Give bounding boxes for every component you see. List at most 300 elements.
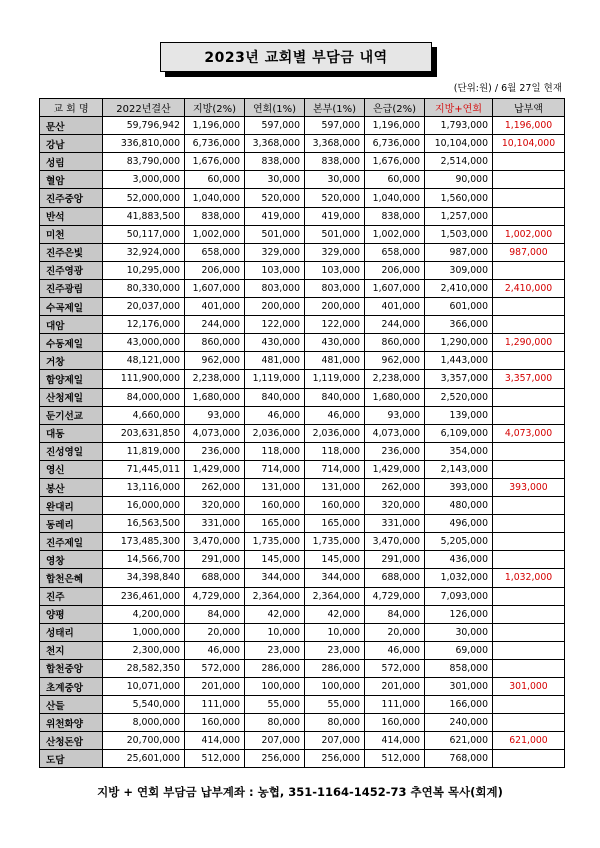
cell-district-plus-conference: 1,503,000 <box>425 225 493 243</box>
table-row <box>40 352 565 370</box>
cell-conference-1pct: 2,036,000 <box>245 424 305 442</box>
cell-church-name: 초계중앙 <box>40 678 103 696</box>
cell-conference-1pct: 100,000 <box>245 678 305 696</box>
cell-settlement-2022: 16,563,500 <box>103 515 185 533</box>
cell-pension-2pct: 201,000 <box>365 678 425 696</box>
cell-headquarters-1pct: 122,000 <box>305 316 365 334</box>
cell-district-plus-conference: 496,000 <box>425 515 493 533</box>
cell-district-2pct: 236,000 <box>185 442 245 460</box>
cell-pension-2pct: 401,000 <box>365 298 425 316</box>
cell-paid-amount <box>493 460 565 478</box>
table-row <box>40 370 565 388</box>
cell-paid-amount: 987,000 <box>493 243 565 261</box>
cell-headquarters-1pct: 42,000 <box>305 605 365 623</box>
cell-pension-2pct: 1,680,000 <box>365 388 425 406</box>
cell-pension-2pct: 1,429,000 <box>365 460 425 478</box>
cell-paid-amount <box>493 388 565 406</box>
cell-church-name: 산들 <box>40 696 103 714</box>
cell-district-plus-conference: 69,000 <box>425 641 493 659</box>
cell-paid-amount <box>493 659 565 677</box>
cell-district-plus-conference: 436,000 <box>425 551 493 569</box>
cell-district-plus-conference: 166,000 <box>425 696 493 714</box>
cell-church-name: 함양제일 <box>40 370 103 388</box>
cell-church-name: 산청돈암 <box>40 732 103 750</box>
cell-conference-1pct: 838,000 <box>245 153 305 171</box>
cell-headquarters-1pct: 520,000 <box>305 189 365 207</box>
cell-headquarters-1pct: 30,000 <box>305 171 365 189</box>
cell-settlement-2022: 84,000,000 <box>103 388 185 406</box>
cell-paid-amount: 1,196,000 <box>493 117 565 135</box>
cell-church-name: 영창 <box>40 551 103 569</box>
cell-church-name: 미천 <box>40 225 103 243</box>
cell-pension-2pct: 1,676,000 <box>365 153 425 171</box>
page-title: 2023년 교회별 부담금 내역 <box>160 42 432 72</box>
cell-church-name: 수동제일 <box>40 334 103 352</box>
cell-church-name: 혈암 <box>40 171 103 189</box>
cell-district-plus-conference: 301,000 <box>425 678 493 696</box>
cell-pension-2pct: 244,000 <box>365 316 425 334</box>
table-body <box>40 117 565 768</box>
cell-district-plus-conference: 1,793,000 <box>425 117 493 135</box>
table-row <box>40 641 565 659</box>
cell-settlement-2022: 59,796,942 <box>103 117 185 135</box>
cell-paid-amount <box>493 207 565 225</box>
cell-paid-amount <box>493 533 565 551</box>
cell-conference-1pct: 131,000 <box>245 478 305 496</box>
cell-settlement-2022: 14,566,700 <box>103 551 185 569</box>
cell-conference-1pct: 118,000 <box>245 442 305 460</box>
table-row <box>40 605 565 623</box>
cell-conference-1pct: 80,000 <box>245 714 305 732</box>
cell-district-2pct: 244,000 <box>185 316 245 334</box>
dues-table <box>39 98 565 768</box>
cell-pension-2pct: 2,238,000 <box>365 370 425 388</box>
cell-conference-1pct: 103,000 <box>245 261 305 279</box>
cell-church-name: 합천은혜 <box>40 569 103 587</box>
cell-conference-1pct: 329,000 <box>245 243 305 261</box>
cell-conference-1pct: 256,000 <box>245 750 305 768</box>
cell-settlement-2022: 173,485,300 <box>103 533 185 551</box>
cell-district-plus-conference: 6,109,000 <box>425 424 493 442</box>
cell-church-name: 수곡제일 <box>40 298 103 316</box>
col-header-settlement: 2022년결산 <box>103 99 185 117</box>
cell-paid-amount: 3,357,000 <box>493 370 565 388</box>
table-row <box>40 497 565 515</box>
cell-district-plus-conference: 1,257,000 <box>425 207 493 225</box>
cell-headquarters-1pct: 329,000 <box>305 243 365 261</box>
cell-headquarters-1pct: 10,000 <box>305 623 365 641</box>
table-row <box>40 225 565 243</box>
table-row <box>40 551 565 569</box>
col-header-church: 교 회 명 <box>40 99 103 117</box>
table-row <box>40 279 565 297</box>
cell-headquarters-1pct: 481,000 <box>305 352 365 370</box>
cell-district-plus-conference: 768,000 <box>425 750 493 768</box>
col-header-conference: 연회(1%) <box>245 99 305 117</box>
cell-church-name: 동레리 <box>40 515 103 533</box>
cell-district-2pct: 60,000 <box>185 171 245 189</box>
table-row <box>40 678 565 696</box>
cell-settlement-2022: 28,582,350 <box>103 659 185 677</box>
cell-district-2pct: 320,000 <box>185 497 245 515</box>
cell-settlement-2022: 5,540,000 <box>103 696 185 714</box>
cell-headquarters-1pct: 803,000 <box>305 279 365 297</box>
cell-district-2pct: 84,000 <box>185 605 245 623</box>
cell-paid-amount <box>493 750 565 768</box>
col-header-pension: 은급(2%) <box>365 99 425 117</box>
cell-settlement-2022: 12,176,000 <box>103 316 185 334</box>
cell-pension-2pct: 206,000 <box>365 261 425 279</box>
cell-district-2pct: 1,676,000 <box>185 153 245 171</box>
cell-district-2pct: 93,000 <box>185 406 245 424</box>
cell-district-plus-conference: 987,000 <box>425 243 493 261</box>
col-header-district: 지방(2%) <box>185 99 245 117</box>
cell-headquarters-1pct: 3,368,000 <box>305 135 365 153</box>
cell-settlement-2022: 8,000,000 <box>103 714 185 732</box>
cell-conference-1pct: 481,000 <box>245 352 305 370</box>
cell-pension-2pct: 1,607,000 <box>365 279 425 297</box>
table-row <box>40 750 565 768</box>
cell-church-name: 합천중앙 <box>40 659 103 677</box>
cell-church-name: 강남 <box>40 135 103 153</box>
cell-paid-amount <box>493 515 565 533</box>
cell-settlement-2022: 50,117,000 <box>103 225 185 243</box>
cell-church-name: 대동 <box>40 424 103 442</box>
table-row <box>40 569 565 587</box>
cell-paid-amount <box>493 406 565 424</box>
table-row <box>40 334 565 352</box>
cell-pension-2pct: 658,000 <box>365 243 425 261</box>
cell-settlement-2022: 2,300,000 <box>103 641 185 659</box>
cell-district-plus-conference: 309,000 <box>425 261 493 279</box>
cell-headquarters-1pct: 118,000 <box>305 442 365 460</box>
table-row <box>40 623 565 641</box>
table-row <box>40 460 565 478</box>
cell-settlement-2022: 34,398,840 <box>103 569 185 587</box>
cell-paid-amount <box>493 696 565 714</box>
cell-pension-2pct: 160,000 <box>365 714 425 732</box>
table-row <box>40 406 565 424</box>
cell-settlement-2022: 20,700,000 <box>103 732 185 750</box>
unit-note: (단위:원) / 6월 27일 현재 <box>453 83 562 94</box>
table-row <box>40 243 565 261</box>
cell-headquarters-1pct: 1,119,000 <box>305 370 365 388</box>
cell-conference-1pct: 840,000 <box>245 388 305 406</box>
cell-paid-amount <box>493 316 565 334</box>
cell-district-2pct: 688,000 <box>185 569 245 587</box>
cell-district-2pct: 262,000 <box>185 478 245 496</box>
cell-conference-1pct: 30,000 <box>245 171 305 189</box>
cell-district-2pct: 4,073,000 <box>185 424 245 442</box>
cell-headquarters-1pct: 100,000 <box>305 678 365 696</box>
cell-district-2pct: 206,000 <box>185 261 245 279</box>
cell-settlement-2022: 16,000,000 <box>103 497 185 515</box>
cell-headquarters-1pct: 840,000 <box>305 388 365 406</box>
cell-paid-amount: 1,002,000 <box>493 225 565 243</box>
cell-headquarters-1pct: 165,000 <box>305 515 365 533</box>
cell-district-2pct: 1,607,000 <box>185 279 245 297</box>
cell-headquarters-1pct: 501,000 <box>305 225 365 243</box>
cell-paid-amount: 1,290,000 <box>493 334 565 352</box>
cell-settlement-2022: 41,883,500 <box>103 207 185 225</box>
table-row <box>40 714 565 732</box>
cell-settlement-2022: 48,121,000 <box>103 352 185 370</box>
cell-conference-1pct: 10,000 <box>245 623 305 641</box>
cell-district-2pct: 401,000 <box>185 298 245 316</box>
col-header-paid: 납부액 <box>493 99 565 117</box>
cell-conference-1pct: 122,000 <box>245 316 305 334</box>
cell-headquarters-1pct: 55,000 <box>305 696 365 714</box>
cell-pension-2pct: 320,000 <box>365 497 425 515</box>
cell-conference-1pct: 430,000 <box>245 334 305 352</box>
cell-headquarters-1pct: 430,000 <box>305 334 365 352</box>
cell-district-plus-conference: 5,205,000 <box>425 533 493 551</box>
cell-district-2pct: 1,196,000 <box>185 117 245 135</box>
cell-headquarters-1pct: 344,000 <box>305 569 365 587</box>
cell-district-2pct: 111,000 <box>185 696 245 714</box>
cell-paid-amount <box>493 623 565 641</box>
cell-settlement-2022: 13,116,000 <box>103 478 185 496</box>
cell-conference-1pct: 23,000 <box>245 641 305 659</box>
cell-paid-amount: 393,000 <box>493 478 565 496</box>
cell-church-name: 진주 <box>40 587 103 605</box>
cell-settlement-2022: 1,000,000 <box>103 623 185 641</box>
table-row <box>40 153 565 171</box>
cell-conference-1pct: 286,000 <box>245 659 305 677</box>
cell-church-name: 양평 <box>40 605 103 623</box>
cell-church-name: 위천화양 <box>40 714 103 732</box>
cell-conference-1pct: 344,000 <box>245 569 305 587</box>
table-row <box>40 189 565 207</box>
cell-settlement-2022: 4,200,000 <box>103 605 185 623</box>
cell-district-plus-conference: 30,000 <box>425 623 493 641</box>
cell-paid-amount: 621,000 <box>493 732 565 750</box>
col-header-district-plus-conference: 지방+연회 <box>425 99 493 117</box>
cell-district-plus-conference: 90,000 <box>425 171 493 189</box>
cell-church-name: 진주은빛 <box>40 243 103 261</box>
col-header-headquarters: 본부(1%) <box>305 99 365 117</box>
cell-settlement-2022: 32,924,000 <box>103 243 185 261</box>
table-header-row <box>40 99 565 117</box>
cell-paid-amount <box>493 352 565 370</box>
cell-district-plus-conference: 621,000 <box>425 732 493 750</box>
cell-district-plus-conference: 7,093,000 <box>425 587 493 605</box>
cell-settlement-2022: 11,819,000 <box>103 442 185 460</box>
cell-pension-2pct: 111,000 <box>365 696 425 714</box>
cell-conference-1pct: 714,000 <box>245 460 305 478</box>
cell-headquarters-1pct: 419,000 <box>305 207 365 225</box>
cell-district-2pct: 331,000 <box>185 515 245 533</box>
cell-conference-1pct: 1,119,000 <box>245 370 305 388</box>
cell-district-2pct: 1,429,000 <box>185 460 245 478</box>
cell-church-name: 진주광림 <box>40 279 103 297</box>
cell-settlement-2022: 43,000,000 <box>103 334 185 352</box>
cell-paid-amount <box>493 261 565 279</box>
cell-pension-2pct: 291,000 <box>365 551 425 569</box>
cell-paid-amount <box>493 298 565 316</box>
cell-district-2pct: 1,002,000 <box>185 225 245 243</box>
cell-district-plus-conference: 366,000 <box>425 316 493 334</box>
cell-church-name: 산청제일 <box>40 388 103 406</box>
cell-district-2pct: 4,729,000 <box>185 587 245 605</box>
cell-district-plus-conference: 1,032,000 <box>425 569 493 587</box>
cell-district-plus-conference: 2,520,000 <box>425 388 493 406</box>
cell-settlement-2022: 10,071,000 <box>103 678 185 696</box>
cell-church-name: 거창 <box>40 352 103 370</box>
cell-conference-1pct: 3,368,000 <box>245 135 305 153</box>
cell-headquarters-1pct: 2,036,000 <box>305 424 365 442</box>
cell-district-2pct: 512,000 <box>185 750 245 768</box>
table-row <box>40 696 565 714</box>
cell-district-2pct: 20,000 <box>185 623 245 641</box>
cell-paid-amount <box>493 442 565 460</box>
cell-district-2pct: 1,680,000 <box>185 388 245 406</box>
cell-paid-amount: 1,032,000 <box>493 569 565 587</box>
cell-district-2pct: 658,000 <box>185 243 245 261</box>
cell-district-plus-conference: 126,000 <box>425 605 493 623</box>
cell-church-name: 진주제일 <box>40 533 103 551</box>
cell-pension-2pct: 84,000 <box>365 605 425 623</box>
cell-district-plus-conference: 354,000 <box>425 442 493 460</box>
cell-pension-2pct: 20,000 <box>365 623 425 641</box>
cell-paid-amount <box>493 605 565 623</box>
cell-headquarters-1pct: 207,000 <box>305 732 365 750</box>
cell-district-plus-conference: 10,104,000 <box>425 135 493 153</box>
cell-settlement-2022: 71,445,011 <box>103 460 185 478</box>
cell-conference-1pct: 1,735,000 <box>245 533 305 551</box>
cell-headquarters-1pct: 46,000 <box>305 406 365 424</box>
table-row <box>40 587 565 605</box>
cell-headquarters-1pct: 256,000 <box>305 750 365 768</box>
cell-district-plus-conference: 2,514,000 <box>425 153 493 171</box>
cell-settlement-2022: 80,330,000 <box>103 279 185 297</box>
cell-district-2pct: 6,736,000 <box>185 135 245 153</box>
cell-pension-2pct: 93,000 <box>365 406 425 424</box>
table-row <box>40 298 565 316</box>
cell-conference-1pct: 207,000 <box>245 732 305 750</box>
cell-district-2pct: 2,238,000 <box>185 370 245 388</box>
cell-district-plus-conference: 1,443,000 <box>425 352 493 370</box>
cell-paid-amount <box>493 641 565 659</box>
cell-settlement-2022: 10,295,000 <box>103 261 185 279</box>
cell-settlement-2022: 52,000,000 <box>103 189 185 207</box>
cell-paid-amount: 301,000 <box>493 678 565 696</box>
cell-district-2pct: 160,000 <box>185 714 245 732</box>
cell-church-name: 성림 <box>40 153 103 171</box>
cell-conference-1pct: 501,000 <box>245 225 305 243</box>
cell-conference-1pct: 145,000 <box>245 551 305 569</box>
cell-conference-1pct: 46,000 <box>245 406 305 424</box>
cell-paid-amount: 2,410,000 <box>493 279 565 297</box>
cell-pension-2pct: 4,073,000 <box>365 424 425 442</box>
cell-pension-2pct: 838,000 <box>365 207 425 225</box>
cell-pension-2pct: 331,000 <box>365 515 425 533</box>
cell-paid-amount <box>493 497 565 515</box>
cell-church-name: 봉산 <box>40 478 103 496</box>
cell-settlement-2022: 4,660,000 <box>103 406 185 424</box>
cell-church-name: 대암 <box>40 316 103 334</box>
cell-pension-2pct: 3,470,000 <box>365 533 425 551</box>
cell-conference-1pct: 803,000 <box>245 279 305 297</box>
cell-headquarters-1pct: 838,000 <box>305 153 365 171</box>
cell-district-plus-conference: 2,410,000 <box>425 279 493 297</box>
cell-paid-amount <box>493 587 565 605</box>
cell-district-2pct: 962,000 <box>185 352 245 370</box>
cell-settlement-2022: 25,601,000 <box>103 750 185 768</box>
cell-pension-2pct: 572,000 <box>365 659 425 677</box>
cell-district-plus-conference: 1,560,000 <box>425 189 493 207</box>
cell-pension-2pct: 1,040,000 <box>365 189 425 207</box>
footer-account-note: 지방 + 연회 부담금 납부계좌 : 농협, 351-1164-1452-73 추연복 목사(회계) <box>97 785 503 799</box>
table-row <box>40 478 565 496</box>
table-row <box>40 515 565 533</box>
cell-pension-2pct: 1,002,000 <box>365 225 425 243</box>
cell-settlement-2022: 3,000,000 <box>103 171 185 189</box>
cell-headquarters-1pct: 23,000 <box>305 641 365 659</box>
cell-pension-2pct: 688,000 <box>365 569 425 587</box>
cell-pension-2pct: 6,736,000 <box>365 135 425 153</box>
cell-headquarters-1pct: 80,000 <box>305 714 365 732</box>
table-row <box>40 135 565 153</box>
table-row <box>40 316 565 334</box>
cell-headquarters-1pct: 131,000 <box>305 478 365 496</box>
cell-pension-2pct: 962,000 <box>365 352 425 370</box>
cell-church-name: 진주중앙 <box>40 189 103 207</box>
cell-pension-2pct: 414,000 <box>365 732 425 750</box>
cell-settlement-2022: 336,810,000 <box>103 135 185 153</box>
cell-paid-amount <box>493 551 565 569</box>
cell-headquarters-1pct: 286,000 <box>305 659 365 677</box>
cell-district-plus-conference: 139,000 <box>425 406 493 424</box>
cell-conference-1pct: 2,364,000 <box>245 587 305 605</box>
cell-district-plus-conference: 3,357,000 <box>425 370 493 388</box>
cell-conference-1pct: 42,000 <box>245 605 305 623</box>
cell-paid-amount: 10,104,000 <box>493 135 565 153</box>
table-row <box>40 732 565 750</box>
cell-settlement-2022: 236,461,000 <box>103 587 185 605</box>
table-row <box>40 424 565 442</box>
cell-church-name: 도담 <box>40 750 103 768</box>
cell-settlement-2022: 83,790,000 <box>103 153 185 171</box>
cell-district-2pct: 860,000 <box>185 334 245 352</box>
cell-conference-1pct: 597,000 <box>245 117 305 135</box>
cell-district-plus-conference: 480,000 <box>425 497 493 515</box>
cell-district-2pct: 291,000 <box>185 551 245 569</box>
cell-headquarters-1pct: 1,735,000 <box>305 533 365 551</box>
cell-pension-2pct: 262,000 <box>365 478 425 496</box>
cell-settlement-2022: 111,900,000 <box>103 370 185 388</box>
cell-church-name: 천지 <box>40 641 103 659</box>
cell-church-name: 진주영광 <box>40 261 103 279</box>
cell-conference-1pct: 160,000 <box>245 497 305 515</box>
table-row <box>40 207 565 225</box>
table-row <box>40 533 565 551</box>
cell-district-plus-conference: 240,000 <box>425 714 493 732</box>
cell-conference-1pct: 165,000 <box>245 515 305 533</box>
cell-settlement-2022: 20,037,000 <box>103 298 185 316</box>
cell-district-plus-conference: 2,143,000 <box>425 460 493 478</box>
cell-headquarters-1pct: 145,000 <box>305 551 365 569</box>
cell-church-name: 문산 <box>40 117 103 135</box>
cell-pension-2pct: 236,000 <box>365 442 425 460</box>
table-row <box>40 171 565 189</box>
cell-church-name: 진성영일 <box>40 442 103 460</box>
cell-conference-1pct: 520,000 <box>245 189 305 207</box>
cell-district-2pct: 572,000 <box>185 659 245 677</box>
cell-district-plus-conference: 858,000 <box>425 659 493 677</box>
cell-paid-amount: 4,073,000 <box>493 424 565 442</box>
cell-church-name: 영신 <box>40 460 103 478</box>
